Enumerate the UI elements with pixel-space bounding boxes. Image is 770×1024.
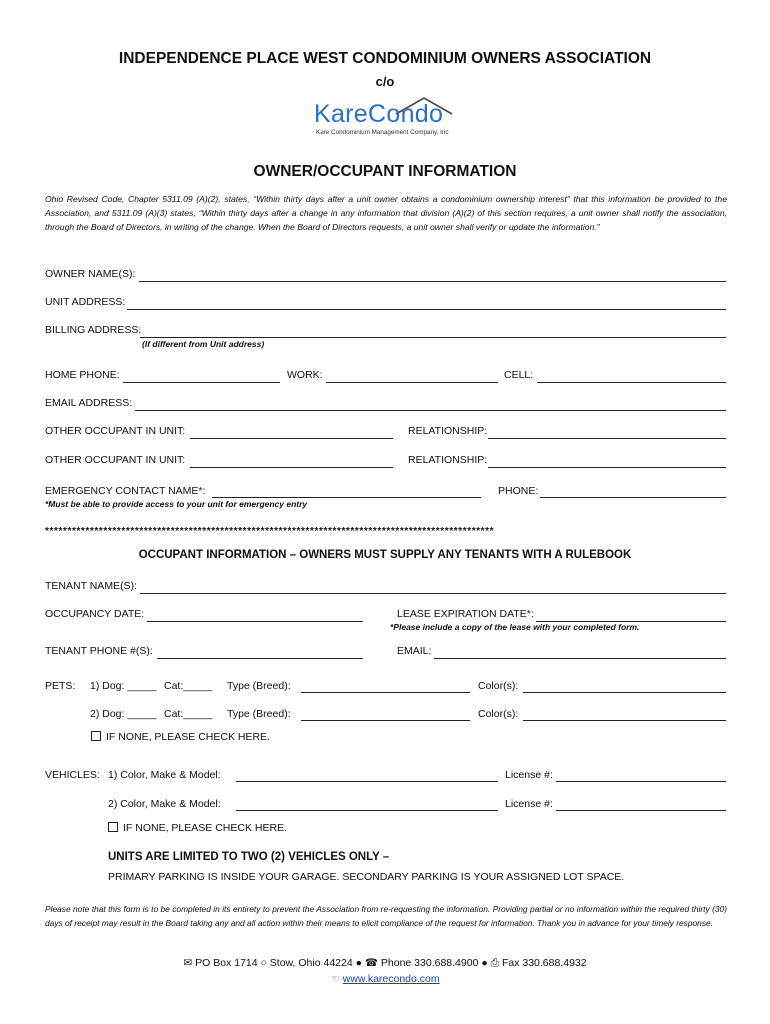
billing-address-field[interactable] (140, 337, 726, 338)
other-occupant-2-label: OTHER OCCUPANT IN UNIT: (45, 454, 186, 466)
emergency-phone-field[interactable] (540, 497, 726, 498)
bullet-icon: ● (481, 957, 488, 969)
tenant-phone-label: TENANT PHONE #(S): (45, 645, 153, 657)
footer-po-box: PO Box 1714 (195, 957, 258, 969)
section-heading-occupant: OCCUPANT INFORMATION – OWNERS MUST SUPPLY ANY TENANTS WITH A RULEBOOK (138, 549, 632, 561)
pet2-dog-field[interactable]: 2) Dog: _____ (90, 708, 157, 720)
pets-none-label: IF NONE, PLEASE CHECK HERE. (106, 731, 270, 743)
vehicles-none-label: IF NONE, PLEASE CHECK HERE. (123, 822, 287, 834)
owner-names-label: OWNER NAME(S): (45, 268, 136, 280)
pet1-colors-label: Color(s): (478, 680, 519, 692)
intro-paragraph: Ohio Revised Code, Chapter 5311.09 (A)(2), states, “Within thirty days after a unit owner obtains a condominium ownership interest” that this information be provided to the Association, and 5311.09 (A)(3) states, “Within thirty days after a change in any information that division (A)(2) of this section requires, a unit owner shall notify the association, through the Board of Directors, in writing of the change. When the Board of Directors requests, a unit owner shall verify or update the information.” (45, 194, 727, 232)
vehicle1-license-field[interactable] (556, 781, 726, 782)
emergency-phone-label: PHONE: (498, 485, 539, 497)
envelope-icon: ✉ (183, 957, 193, 969)
vehicle1-license-label: License #: (505, 769, 553, 781)
tenant-phone-field[interactable] (157, 658, 363, 659)
closing-paragraph: Please note that this form is to be completed in its entirety to prevent the Association from re-requesting the information. Providing partial or no information within the required thirty (30) days of receipt may result in the Board taking any and all action within their means to elicit compliance of the request for information. Thank you in advance for your timely response. (45, 904, 727, 928)
relationship-1-label: RELATIONSHIP: (408, 425, 488, 437)
vehicles-none-option[interactable] (108, 822, 287, 834)
email-field[interactable] (135, 410, 726, 411)
relationship-2-field[interactable] (488, 467, 726, 468)
section-heading-owner: OWNER/OCCUPANT INFORMATION (253, 163, 517, 180)
pet2-colors-field[interactable] (523, 720, 726, 721)
occupancy-date-label: OCCUPANCY DATE: (45, 608, 145, 620)
relationship-2-label: RELATIONSHIP: (408, 454, 488, 466)
tenant-email-label: EMAIL: (397, 645, 432, 657)
unit-address-field[interactable] (127, 309, 726, 310)
tenant-names-label: TENANT NAME(S): (45, 580, 137, 592)
vehicles-none-checkbox[interactable] (108, 822, 118, 832)
tenant-email-field[interactable] (434, 658, 726, 659)
pet2-breed-field[interactable] (301, 720, 470, 721)
logo-subtitle: Kare Condominium Management Company, Inc (316, 129, 449, 136)
pets-none-checkbox[interactable] (91, 731, 101, 741)
parking-note: PRIMARY PARKING IS INSIDE YOUR GARAGE. SECONDARY PARKING IS YOUR ASSIGNED LOT SPACE. (108, 871, 625, 883)
logo-text: KareCondo (314, 100, 444, 128)
lease-note: *Please include a copy of the lease with your completed form. (390, 622, 640, 632)
pet2-cat-field[interactable]: Cat:_____ (164, 708, 213, 720)
karecondo-logo (314, 94, 456, 140)
vehicle1-field[interactable] (236, 781, 498, 782)
emergency-note: *Must be able to provide access to your unit for emergency entry (45, 499, 308, 509)
tenant-names-field[interactable] (140, 593, 726, 594)
footer-contact (0, 957, 770, 970)
fax-icon: ⎙ (490, 957, 500, 969)
other-occupant-1-field[interactable] (190, 438, 393, 439)
footer-phone: Phone 330.688.4900 (380, 957, 479, 969)
vehicle2-license-field[interactable] (556, 810, 726, 811)
vehicle2-label: 2) Color, Make & Model: (108, 798, 221, 810)
home-phone-field[interactable] (123, 382, 280, 383)
vehicle2-field[interactable] (236, 810, 498, 811)
footer-city: Stow, Ohio 44224 (269, 957, 353, 969)
cell-phone-field[interactable] (537, 382, 726, 383)
emergency-contact-field[interactable] (212, 497, 481, 498)
pet1-breed-label: Type (Breed): (227, 680, 291, 692)
telephone-icon: ☎ (364, 957, 378, 969)
footer-fax: Fax 330.688.4932 (501, 957, 587, 969)
bullet-icon: ● (355, 957, 362, 969)
pet2-breed-label: Type (Breed): (227, 708, 291, 720)
relationship-1-field[interactable] (488, 438, 726, 439)
care-of: c/o (375, 74, 395, 89)
emergency-contact-label: EMERGENCY CONTACT NAME*: (45, 485, 206, 497)
billing-address-note: (If different from Unit address) (142, 339, 265, 349)
pet1-cat-field[interactable]: Cat:_____ (164, 680, 213, 692)
circle-separator-icon: ○ (260, 957, 267, 969)
work-phone-field[interactable] (326, 382, 498, 383)
vehicles-label: VEHICLES: (45, 769, 100, 781)
email-label: EMAIL ADDRESS: (45, 397, 133, 409)
vehicle-limit-heading: UNITS ARE LIMITED TO TWO (2) VEHICLES ONLY – (108, 851, 390, 863)
website-link[interactable]: www.karecondo.com (342, 973, 440, 985)
billing-address-label: BILLING ADDRESS: (45, 324, 142, 336)
owner-names-field[interactable] (139, 281, 726, 282)
occupancy-date-field[interactable] (147, 621, 363, 622)
vehicle1-label: 1) Color, Make & Model: (108, 769, 221, 781)
unit-address-label: UNIT ADDRESS: (45, 296, 126, 308)
association-title: INDEPENDENCE PLACE WEST CONDOMINIUM OWNERS ASSOCIATION (118, 50, 652, 67)
separator-stars: **************************************************************************************************** (45, 526, 495, 537)
pet2-colors-label: Color(s): (478, 708, 519, 720)
work-phone-label: WORK: (287, 369, 323, 381)
pointing-hand-icon: ☜ (330, 973, 340, 985)
other-occupant-1-label: OTHER OCCUPANT IN UNIT: (45, 425, 186, 437)
pet1-breed-field[interactable] (301, 692, 470, 693)
home-phone-label: HOME PHONE: (45, 369, 120, 381)
vehicle2-license-label: License #: (505, 798, 553, 810)
lease-expiration-label: LEASE EXPIRATION DATE*: (397, 608, 534, 620)
pets-label: PETS: (45, 680, 76, 692)
cell-phone-label: CELL: (504, 369, 534, 381)
pet1-colors-field[interactable] (523, 692, 726, 693)
pets-none-option[interactable] (91, 731, 270, 743)
other-occupant-2-field[interactable] (190, 467, 393, 468)
pet1-dog-field[interactable]: 1) Dog: _____ (90, 680, 157, 692)
footer-website-row (0, 973, 770, 985)
